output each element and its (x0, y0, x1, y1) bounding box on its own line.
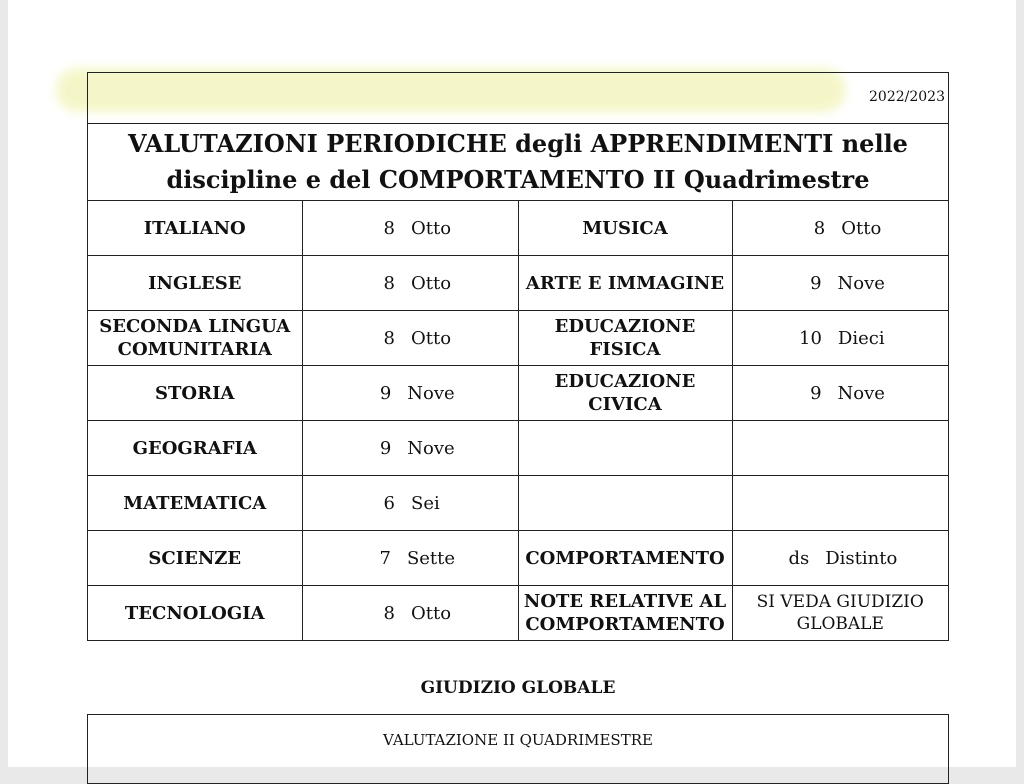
grade-cell (302, 201, 518, 256)
grade-number: 10 (799, 327, 822, 349)
subject-name (518, 421, 732, 476)
subject-label: ITALIANO (143, 217, 246, 239)
grade-number: 8 (383, 327, 395, 349)
subject-label: INGLESE (148, 272, 242, 294)
subject-name (88, 311, 302, 366)
grade-row (88, 311, 948, 366)
grade-cell (732, 311, 948, 366)
subject-name (88, 201, 302, 256)
grade-word: Otto (410, 272, 452, 294)
grade-cell (302, 531, 518, 586)
grade-number: 9 (810, 272, 822, 294)
document-page (8, 0, 1016, 767)
behavior-note: SI VEDA GIUDIZIO GLOBALE (756, 592, 924, 634)
grade-word: Otto (841, 217, 882, 239)
grade-cell (732, 256, 948, 311)
subject-name (88, 476, 302, 531)
subject-name (518, 311, 732, 366)
grade-word: Nove (837, 272, 885, 294)
grade-cell (302, 311, 518, 366)
grade-word: Nove (837, 382, 885, 404)
grade-number: 8 (383, 602, 395, 624)
grade-row (88, 531, 948, 586)
grade-cell (732, 366, 948, 421)
subject-label: EDUCAZIONE CIVICA (554, 371, 696, 415)
grade-number: 8 (383, 217, 395, 239)
grade-number: 8 (383, 272, 395, 294)
subject-name (88, 586, 302, 641)
subject-label: COMPORTAMENTO (525, 547, 725, 569)
grade-number: 9 (379, 382, 392, 404)
grade-cell (302, 421, 518, 476)
subject-label: SCIENZE (148, 547, 242, 569)
grade-word: Otto (410, 327, 452, 349)
grade-cell (302, 366, 518, 421)
title-line-2: discipline e del COMPORTAMENTO II Quadrimestre (166, 165, 870, 194)
subject-name (518, 531, 732, 586)
subject-name (518, 256, 732, 311)
giudizio-text: VALUTAZIONE II QUADRIMESTRE (383, 731, 653, 749)
grade-row (88, 421, 948, 476)
grade-word: Dieci (837, 327, 885, 349)
grade-word: Nove (407, 437, 455, 459)
subject-label: STORIA (155, 382, 235, 404)
school-year: 2022/2023 (869, 89, 945, 105)
grade-cell (302, 586, 518, 641)
report-card (87, 72, 949, 641)
grade-cell (732, 531, 948, 586)
grade-number: ds (788, 547, 810, 569)
subject-label: TECNOLOGIA (124, 602, 265, 624)
grade-word: Otto (410, 217, 452, 239)
grade-number: 6 (383, 492, 395, 514)
grade-row (88, 201, 948, 256)
grade-cell (732, 476, 948, 531)
grade-number: 7 (379, 547, 391, 569)
grade-word: Distinto (825, 547, 898, 569)
grade-word: Nove (407, 382, 455, 404)
title-line-1: VALUTAZIONI PERIODICHE degli APPRENDIMENTI nelle (128, 129, 908, 158)
header-row (88, 73, 948, 123)
subject-label: MATEMATICA (123, 492, 267, 514)
grade-row (88, 366, 948, 421)
report-title (88, 123, 948, 201)
subject-label: MUSICA (582, 217, 668, 239)
grade-word: Otto (410, 602, 452, 624)
grade-word: Sette (406, 547, 456, 569)
grade-number: 9 (379, 437, 392, 459)
grade-cell (302, 476, 518, 531)
grade-cell (732, 201, 948, 256)
grades-table (88, 201, 948, 640)
subject-name (88, 256, 302, 311)
subject-name (518, 586, 732, 641)
subject-label: SECONDA LINGUA COMUNITARIA (99, 316, 291, 360)
grade-number: 8 (813, 217, 826, 239)
subject-name (518, 201, 732, 256)
subject-name (518, 476, 732, 531)
subject-label: EDUCAZIONE FISICA (554, 316, 696, 360)
grade-row (88, 256, 948, 311)
subject-label: ARTE E IMMAGINE (525, 272, 725, 294)
grade-number: 9 (810, 382, 822, 404)
subject-name (88, 531, 302, 586)
grade-row (88, 476, 948, 531)
grade-cell (732, 586, 948, 641)
subject-name (88, 366, 302, 421)
giudizio-title: GIUDIZIO GLOBALE (420, 678, 616, 698)
grade-cell (732, 421, 948, 476)
grade-cell (302, 256, 518, 311)
subject-name (518, 366, 732, 421)
grade-row (88, 586, 948, 641)
subject-label: NOTE RELATIVE AL COMPORTAMENTO (523, 591, 727, 635)
subject-label: GEOGRAFIA (132, 437, 257, 459)
grade-word: Sei (411, 492, 440, 514)
subject-name (88, 421, 302, 476)
giudizio-box (87, 714, 949, 784)
